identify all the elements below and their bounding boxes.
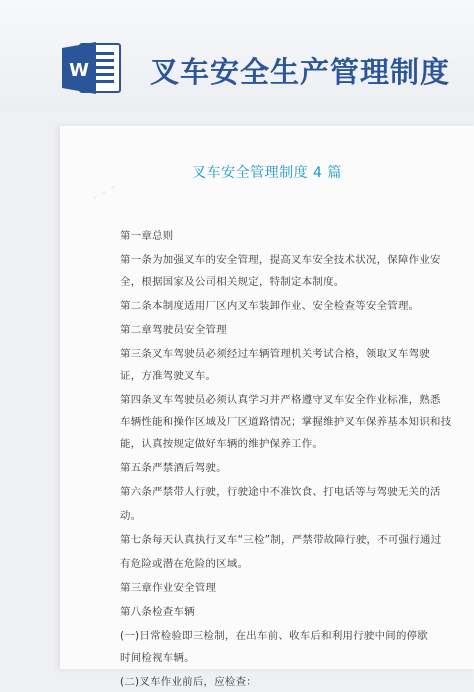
doc-line: 有危险或潜在危险的区域。 [120, 558, 249, 570]
doc-line: 第三章作业安全管理 [120, 582, 217, 594]
doc-line: 第三条叉车驾驶员必须经过车辆管理机关考试合格，领取叉车驾驶 [120, 348, 431, 360]
doc-line: 第四条叉车驾驶员必须认真学习并严格遵守叉车安全作业标准，熟悉 [120, 394, 441, 406]
doc-line: 动。 [120, 510, 142, 522]
doc-line: 时间检视车辆。 [120, 652, 195, 664]
doc-line: 第一条为加强叉车的安全管理，提高叉车安全技术状况，保障作业安 [120, 254, 441, 266]
doc-line: 能，认真按规定做好车辆的维护保养工作。 [120, 438, 324, 450]
doc-line: (一)日常检验即三检制，在出车前、收车后和利用行驶中间的停歇 [120, 630, 429, 642]
doc-line: 证，方准驾驶叉车。 [120, 370, 217, 382]
doc-line: 第一章总则 [120, 230, 174, 242]
doc-line: 第六条严禁带人行驶，行驶途中不准饮食、打电话等与驾驶无关的活 [120, 486, 441, 498]
doc-line: (二)叉车作业前后，应检查： [120, 676, 257, 688]
doc-line: 第七条每天认真执行叉车“三检”制，严禁带故障行驶，不可强行通过 [120, 534, 442, 546]
header-banner [0, 0, 474, 112]
word-icon [62, 40, 122, 96]
doc-line: 第五条严禁酒后驾驶。 [120, 462, 227, 474]
doc-line: 第八条检查车辆 [120, 606, 195, 618]
watermark: ∙ ∙ ∙ [88, 179, 120, 206]
svg-text:W: W [69, 60, 89, 81]
page-title: 叉车安全生产管理制度 [150, 55, 451, 89]
document-title: 叉车安全管理制度 4 篇 [192, 165, 342, 181]
document-page [60, 126, 474, 669]
doc-line: 第二条本制度适用厂区内叉车装卸作业、安全检查等安全管理。 [120, 300, 420, 312]
doc-line: 全，根据国家及公司相关规定，特制定本制度。 [120, 276, 345, 288]
doc-line: 车辆性能和操作区域及厂区道路情况；掌握维护叉车保养基本知识和技 [120, 416, 452, 428]
doc-line: 第二章驾驶员安全管理 [120, 324, 227, 336]
